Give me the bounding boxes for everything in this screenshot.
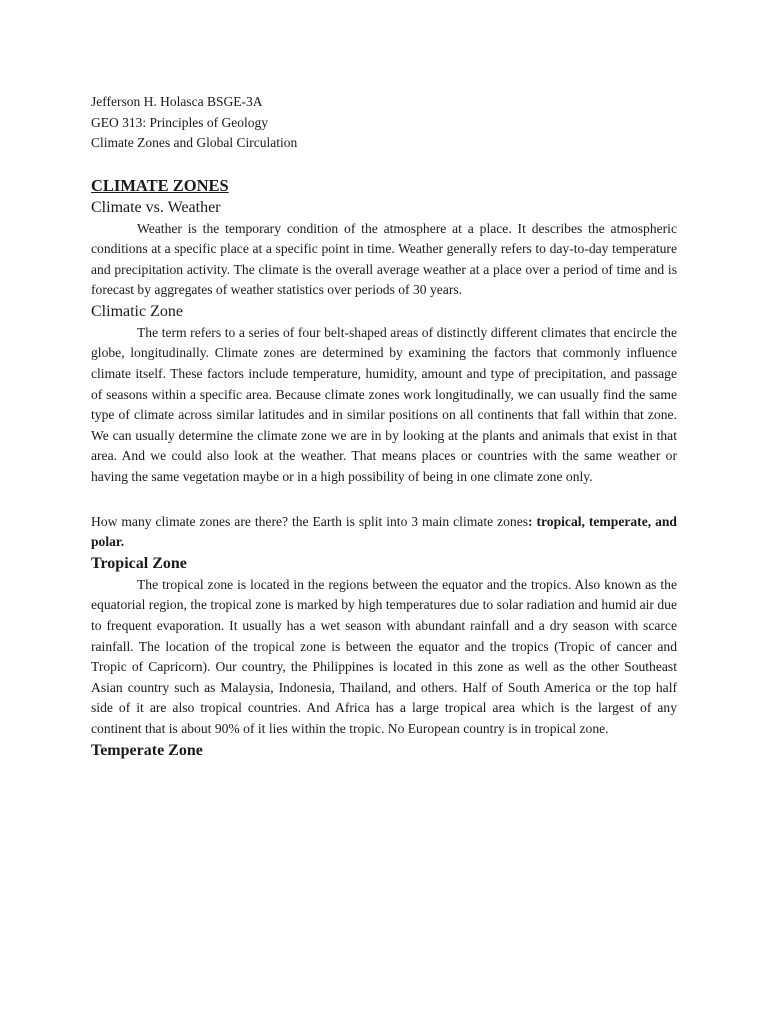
paragraph-climate-vs-weather: Weather is the temporary condition of the atmosphere at a place. It describes the atmospheric conditions at a specific place at a specific point in time. Weather generally refers to day-to-day temperature and precipitation activity. The climate is the overall average weather at a place over a period of time and is forecast by aggregates of weather statistics over periods of 30 years. <box>91 220 677 298</box>
paragraph-tropical-zone: The tropical zone is located in the regions between the equator and the tropics. Also known as the equatorial region, the tropical zone is marked by high temperatures due to solar radiation and humid air due to frequent evaporation. It usually has a wet season with abundant rainfall and a dry season with scarce rainfall. The location of the tropical zone is between the equator and the tropics (Tropic of cancer and Tropic of Capricorn). Our country, the Philippines is located in this zone as well as the other Southeast Asian country such as Malaysia, Indonesia, Thailand, and others. Half of South America or the top half side of it are also tropical countries. And Africa has a large tropical area which is the largest of any continent that is about 90% of it lies within the tropic. No European country is in tropical zone. <box>91 576 677 736</box>
heading-tropical-zone: Tropical Zone <box>91 554 187 572</box>
document-title: CLIMATE ZONES <box>91 175 229 195</box>
document-page <box>91 92 677 762</box>
course-line: GEO 313: Principles of Geology <box>91 114 268 130</box>
question-emphasis: : tropical, temperate, and polar. <box>91 513 677 550</box>
paragraph-climatic-zone: The term refers to a series of four belt-shaped areas of distinctly different climates that encircle the globe, longitudinally. Climate zones are determined by examining the factors that commonly influence climate itself. These factors include temperature, humidity, amount and type of precipitation, and passage of seasons within a specific area. Because climate zones work longitudinally, we can usually find the same type of climate across similar latitudes and in similar positions on all continents that fall within that zone. We can usually determine the climate zone we are in by looking at the plants and animals that exist in that area. And we could also look at the weather. That means places or countries with the same weather or having the same vegetation maybe or in a high possibility of being in one climate zone only. <box>91 324 677 485</box>
heading-temperate-zone: Temperate Zone <box>91 741 203 759</box>
topic-line: Climate Zones and Global Circulation <box>91 135 298 150</box>
author-line: Jefferson H. Holasca BSGE-3A <box>91 94 263 109</box>
question-text: How many climate zones are there? the Earth is split into 3 main climate zones <box>91 513 529 529</box>
heading-climatic-zone: Climatic Zone <box>91 302 183 320</box>
paragraph-climate-zone-count <box>91 512 677 553</box>
heading-climate-vs-weather: Climate vs. Weather <box>91 198 221 216</box>
